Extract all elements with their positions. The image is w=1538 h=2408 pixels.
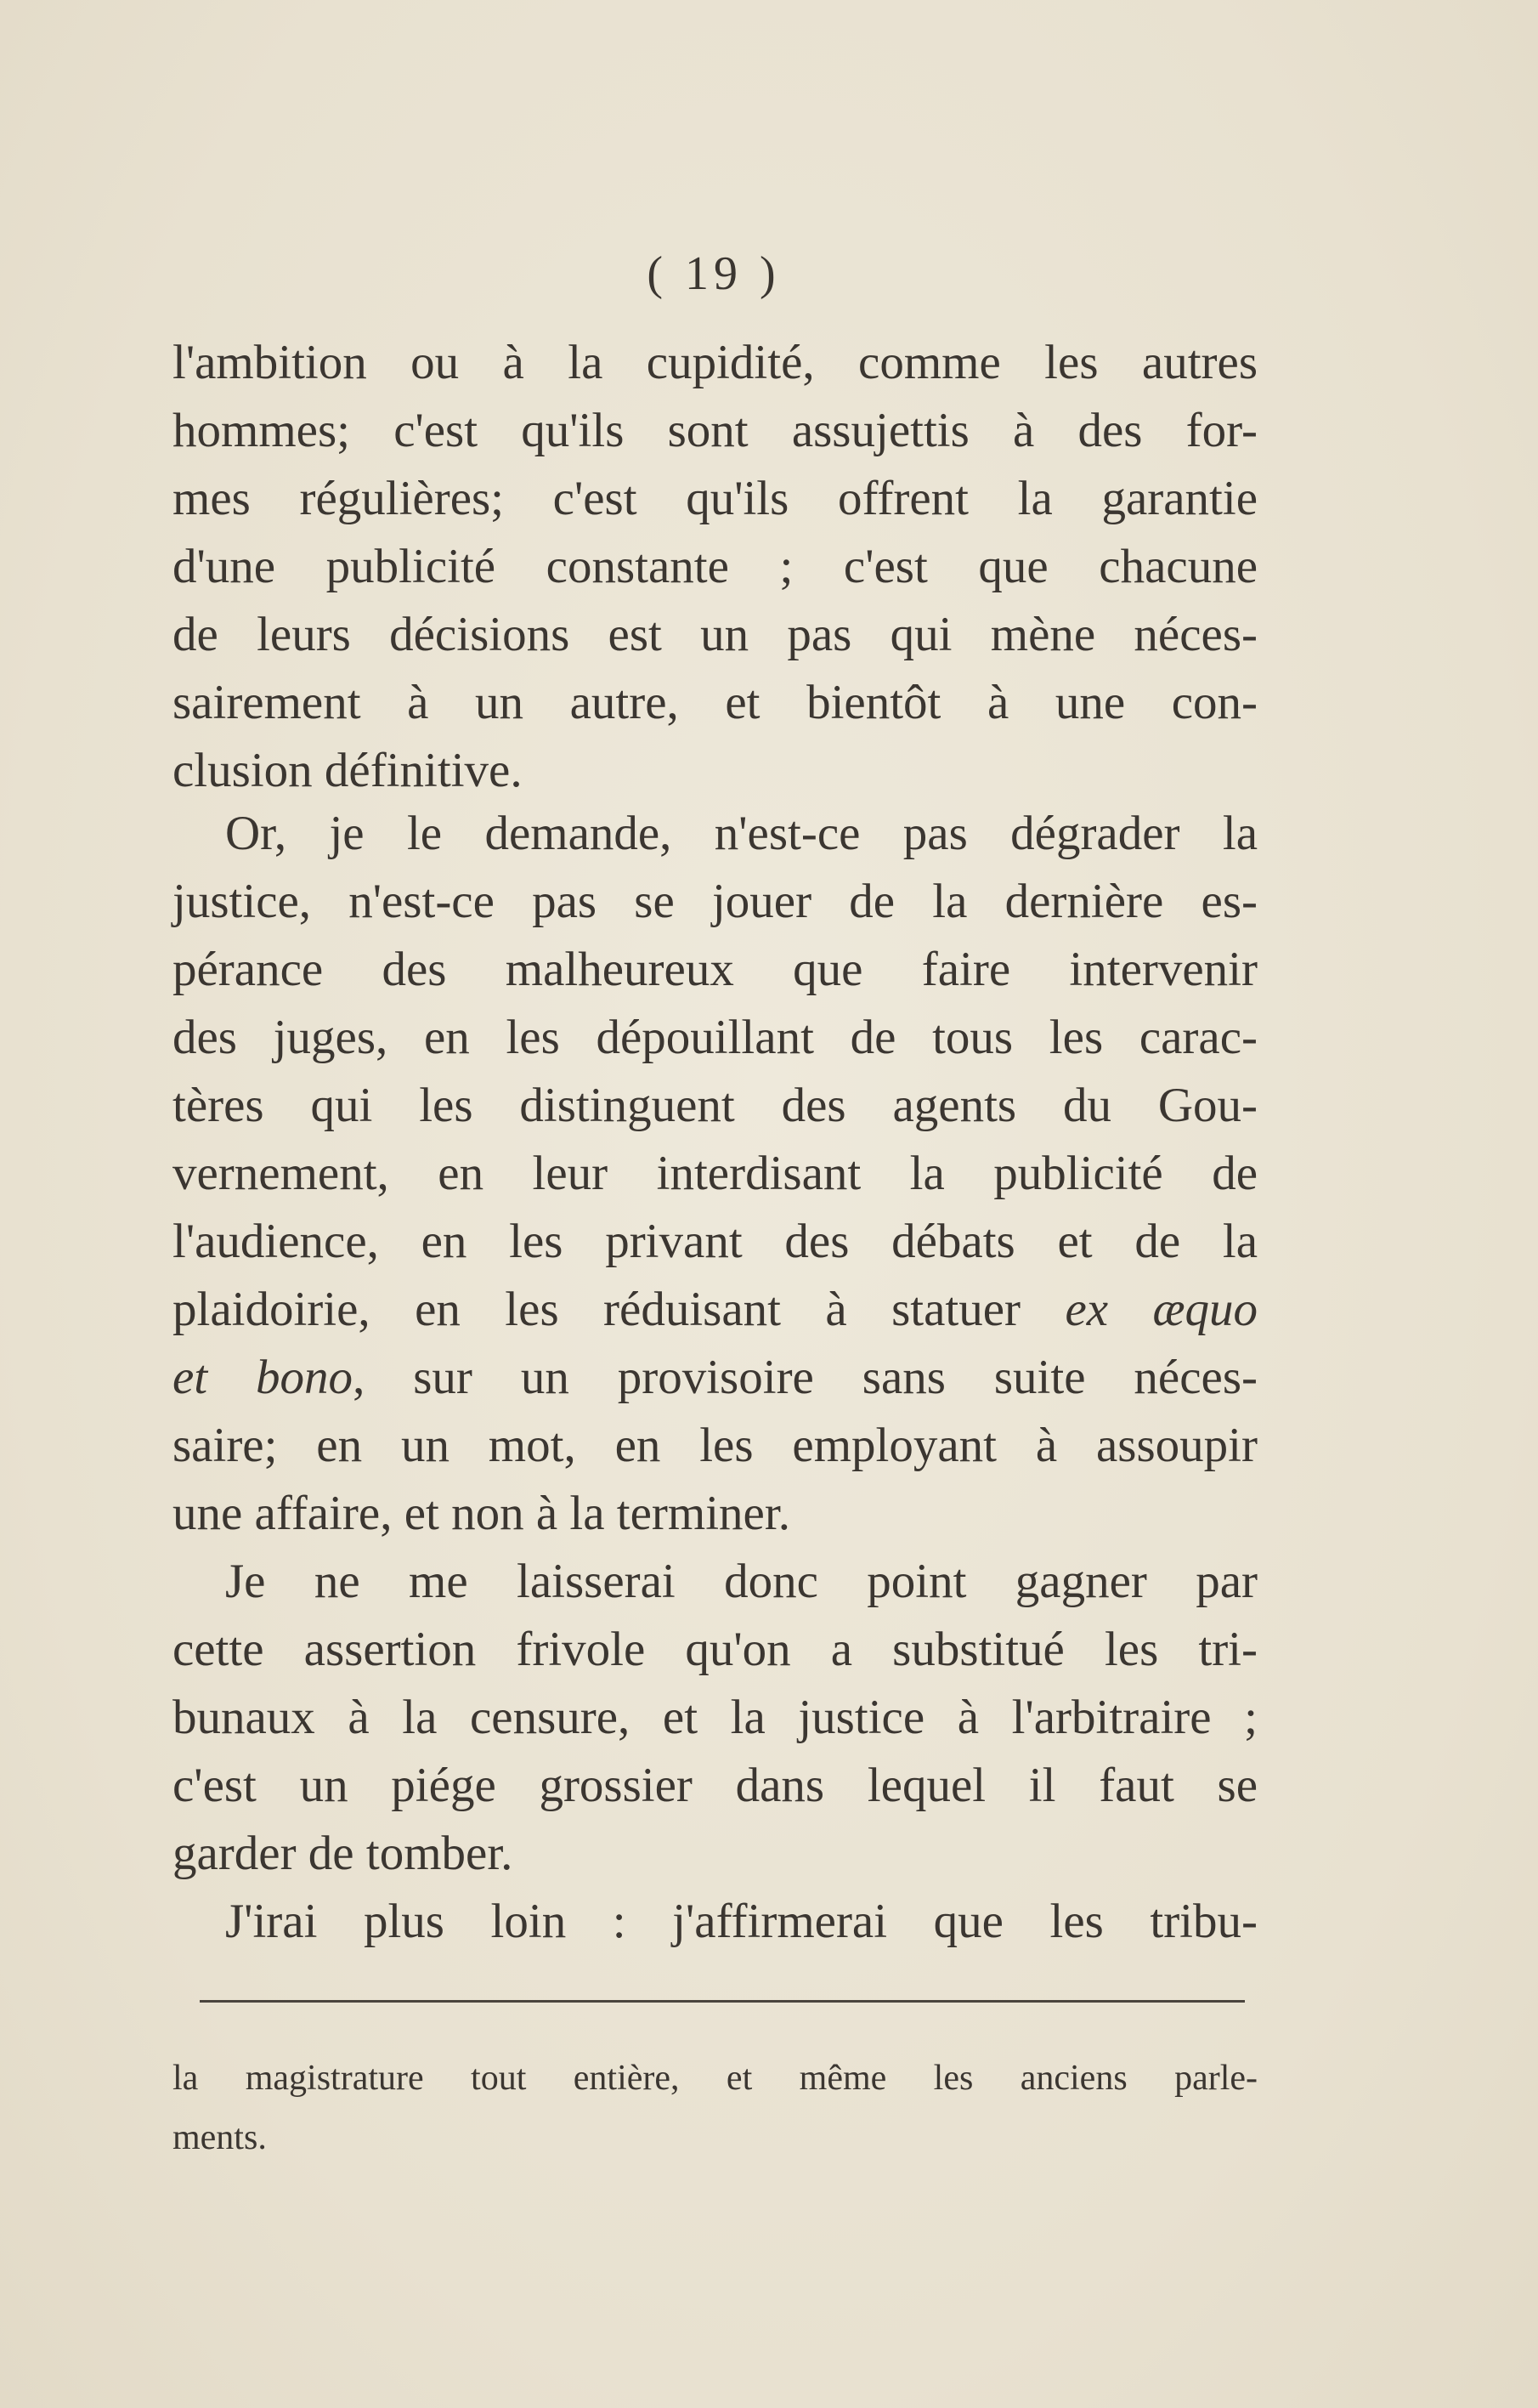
- text-line: mes régulières; c'est qu'ils offrent la garantie: [172, 472, 1258, 525]
- text-line: d'une publicité constante ; c'est que chacune: [172, 540, 1258, 593]
- text-segment: , sur un provisoire sans suite néces-: [353, 1351, 1258, 1404]
- text-line: [172, 1344, 1258, 1412]
- footnote-line: la magistrature tout entière, et même les anciens parle-: [172, 2059, 1258, 2098]
- text-line: [172, 1276, 1258, 1344]
- footnote: [172, 2048, 1258, 2167]
- text-line: tères qui les distinguent des agents du Gou-: [172, 1079, 1258, 1132]
- text-line: saire; en un mot, en les employant à assoupir: [172, 1419, 1258, 1472]
- text-line: sairement à un autre, et bientôt à une con-: [172, 676, 1258, 729]
- text-line: hommes; c'est qu'ils sont assujettis à des for-: [172, 404, 1258, 457]
- text-line: de leurs décisions est un pas qui mène néces-: [172, 608, 1258, 661]
- footnote-divider: [200, 2000, 1245, 2003]
- text-line: clusion définitive.: [172, 744, 523, 797]
- text-line: cette assertion frivole qu'on a substitué les tri-: [172, 1623, 1258, 1676]
- text-segment: plaidoirie, en les réduisant à statuer: [172, 1283, 1066, 1336]
- text-line: des juges, en les dépouillant de tous les carac-: [172, 1011, 1258, 1064]
- text-line: pérance des malheureux que faire intervenir: [172, 943, 1258, 996]
- text-line: garder de tomber.: [172, 1827, 513, 1880]
- text-line: justice, n'est-ce pas se jouer de la dernière es-: [172, 875, 1258, 928]
- text-line: Or, je le demande, n'est-ce pas dégrader la: [225, 807, 1258, 860]
- text-line: c'est un piége grossier dans lequel il faut se: [172, 1759, 1258, 1812]
- text-line: vernement, en leur interdisant la publicité de: [172, 1147, 1258, 1200]
- text-line: J'irai plus loin : j'affirmerai que les tribu-: [225, 1895, 1258, 1948]
- footnote-line: ments.: [172, 2118, 267, 2157]
- page-number: ( 19 ): [647, 247, 781, 300]
- main-text: [172, 329, 1258, 1956]
- italic-phrase: et bono: [172, 1351, 353, 1404]
- text-line: l'ambition ou à la cupidité, comme les autres: [172, 336, 1258, 389]
- text-line: Je ne me laisserai donc point gagner par: [225, 1555, 1258, 1608]
- text-line: bunaux à la censure, et la justice à l'arbitraire ;: [172, 1691, 1258, 1744]
- text-line: l'audience, en les privant des débats et de la: [172, 1215, 1258, 1268]
- italic-phrase: ex æquo: [1065, 1283, 1258, 1336]
- text-line: une affaire, et non à la terminer.: [172, 1487, 790, 1540]
